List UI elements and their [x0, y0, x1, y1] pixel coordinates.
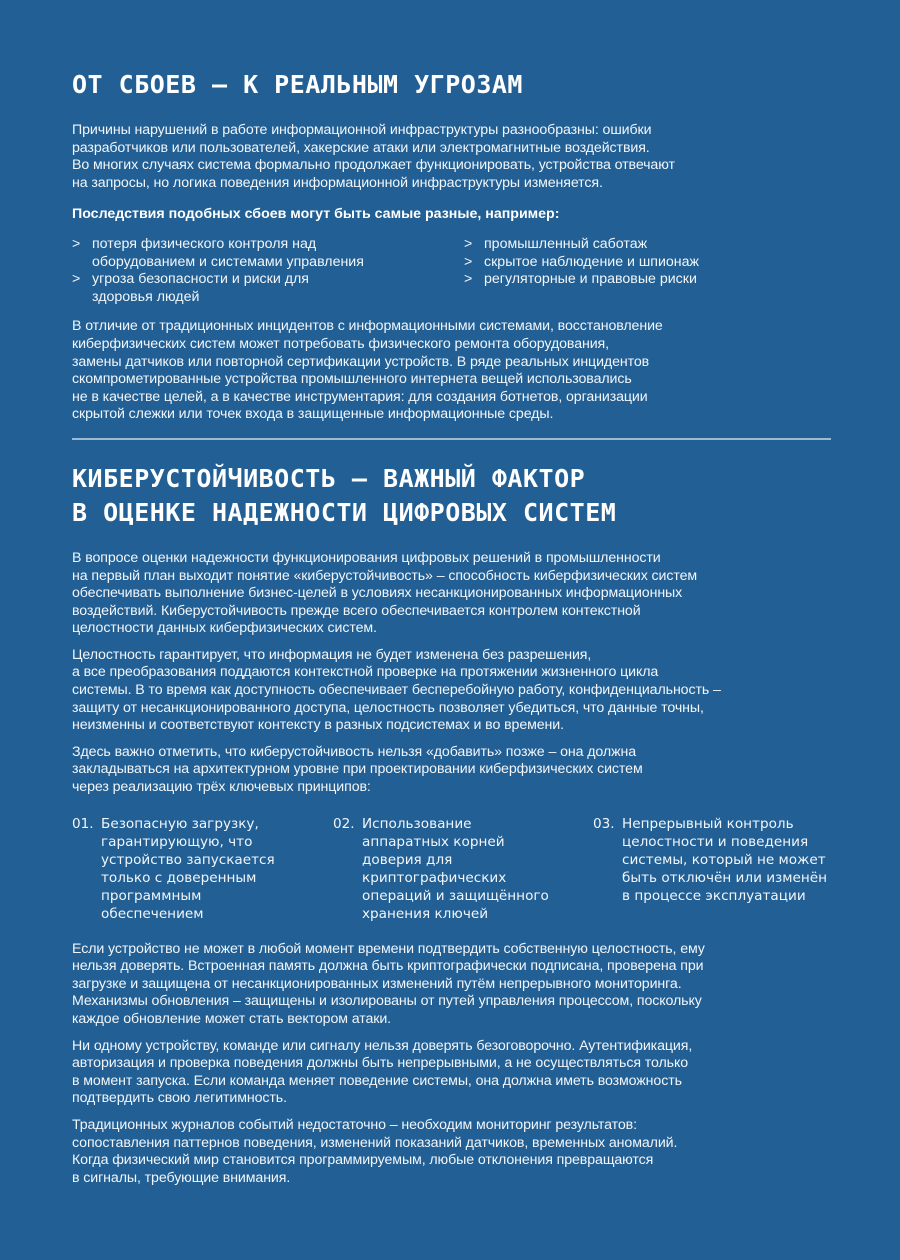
list-item-text: промышленный саботаж [484, 235, 648, 252]
list-item [464, 254, 832, 272]
intro-paragraph: Причины нарушений в работе информационной инфраструктуры разнообразны: ошибки разработчиков или пользователей, хакерские атаки или электромагнитные воздействия. Во многих случаях система формально продолжает функционировать, устройства отвечают на запросы, но логика поведения информационной инфраструктуры изменяется. [72, 122, 675, 191]
title-line-2: В ОЦЕНКЕ НАДЕЖНОСТИ ЦИФРОВЫХ СИСТЕМ [72, 497, 617, 527]
list-item-text: регуляторные и правовые риски [484, 271, 697, 288]
section-divider [72, 438, 831, 440]
principle-number: 01. [72, 815, 94, 832]
consequences-lead: Последствия подобных сбоев могут быть самые разные, например: [72, 206, 560, 223]
section-title-cyber-resilience [72, 462, 832, 530]
paragraph-integrity: Целостность гарантирует, что информация не будет изменена без разрешения, а все преобразования поддаются контекстной проверке на протяжении жизненного цикла системы. В то время как доступность обеспечивает бесперебойную работу, конфиденциальность – защиту от несанкционированного доступа, целостность позволяет убедиться, что данные точны, неизменны и соответствуют контексту в разных подсистемах и во времени. [72, 646, 721, 734]
principles-list [72, 815, 832, 923]
principle-item [333, 815, 593, 923]
list-item [464, 271, 832, 289]
list-item [72, 236, 464, 271]
list-item-text: скрытое наблюдение и шпионаж [484, 253, 699, 270]
paragraph-zero-trust: Ни одному устройству, команде или сигналу нельзя доверять безоговорочно. Аутентификация, авторизация и проверка поведения должны быть непрерывными, а не осуществляться только в момент запуска. Если команда меняет поведение системы, она должна иметь возможность подтвердить свою легитимность. [72, 1037, 693, 1107]
principle-number: 02. [333, 815, 355, 832]
consequences-list [72, 236, 832, 306]
principle-text: Использование аппаратных корней доверия для криптографических операций и защищённого хранения ключей [362, 815, 549, 922]
principle-item [593, 815, 832, 923]
paragraph-device-integrity: Если устройство не может в любой момент времени подтвердить собственную целостность, ему нельзя доверять. Встроенная память должна быть криптографически подписана, проверена при загрузке и защищена от несанкционированных изменений путём непрерывного мониторинга. Механизмы обновления – защищены и изолированы от путей управления процессом, поскольку каждое обновление может стать вектором атаки. [72, 940, 705, 1027]
chevron-right-icon: > [464, 253, 473, 270]
list-item-text: угроза безопасности и риски для здоровья людей [92, 271, 309, 305]
list-item-text: потеря физического контроля над оборудованием и системами управления [92, 235, 364, 270]
consequences-list-right [464, 236, 832, 306]
principle-text: Безопасную загрузку, гарантирующую, что устройство запускается только с доверенным программным обеспечением [101, 815, 275, 922]
consequences-list-left [72, 236, 464, 306]
paragraph-monitoring: Традиционных журналов событий недостаточно – необходим мониторинг результатов: сопоставления паттернов поведения, изменений показаний датчиков, временных аномалий. Когда физический мир становится программируемым, любые отклонения превращаются в сигналы, требующие внимания. [72, 1116, 678, 1186]
principle-text: Непрерывный контроль целостности и поведения системы, который не может быть отключён или изменён в процессе эксплуатации [622, 815, 828, 904]
list-item [464, 236, 832, 254]
title-line-1: КИБЕРУСТОЙЧИВОСТЬ — ВАЖНЫЙ ФАКТОР [72, 463, 586, 493]
chevron-right-icon: > [72, 235, 81, 252]
chevron-right-icon: > [464, 271, 473, 288]
paragraph-principles-intro: Здесь важно отметить, что киберустойчивость нельзя «добавить» позже – она должна закладываться на архитектурном уровне при проектировании киберфизических систем через реализацию трёх ключевых принципов: [72, 743, 643, 796]
principle-number: 03. [593, 815, 615, 832]
closing-paragraph: В отличие от традиционных инцидентов с информационными системами, восстановление киберфизических систем может потребовать физического ремонта оборудования, замены датчиков или повторной сертификации устройств. В ряде реальных инцидентов скомпрометированные устройства промышленного интернета вещей использовались не в качестве целей, а в качестве инструментария: для создания ботнетов, организации скрытой слежки или точек входа в защищенные информационные среды. [72, 318, 663, 423]
paragraph-cyber-resilience: В вопросе оценки надежности функционирования цифровых решений в промышленности на первый план выходит понятие «киберустойчивость» – способность киберфизических систем обеспечивать выполнение бизнес-целей в условиях несанкционированных информационных воздействий. Киберустойчивость прежде всего обеспечивается контролем контекстной целостности данных киберфизических систем. [72, 549, 698, 637]
section-title-threats: ОТ СБОЕВ — К РЕАЛЬНЫМ УГРОЗАМ [72, 70, 523, 99]
chevron-right-icon: > [464, 235, 473, 252]
principle-item [72, 815, 333, 923]
list-item [72, 271, 464, 306]
chevron-right-icon: > [72, 271, 81, 288]
